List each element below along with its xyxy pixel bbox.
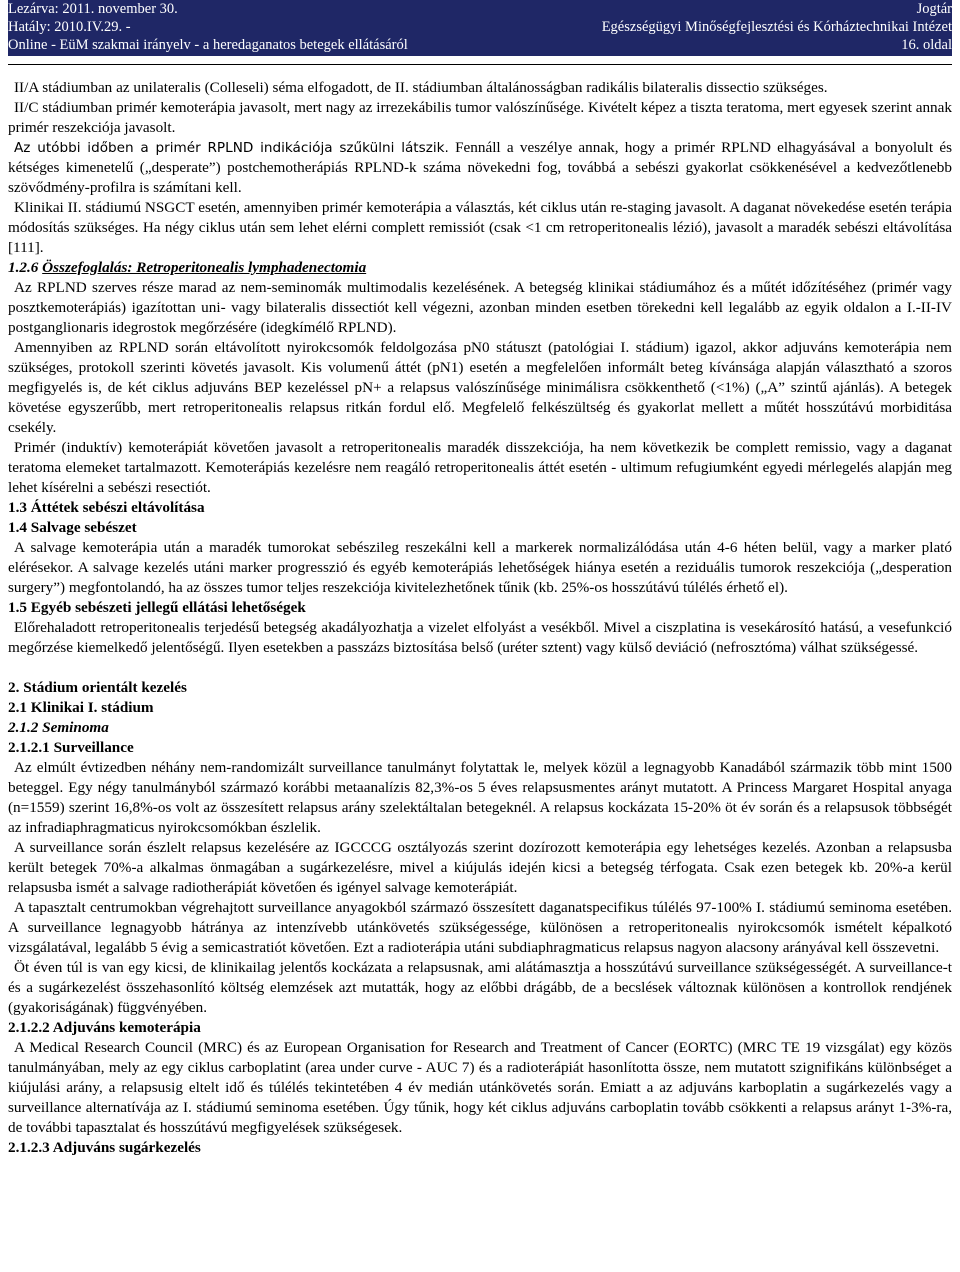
section-heading-1-2-6 <box>8 258 952 278</box>
effective-date: Hatály: 2010.IV.29. - <box>8 19 131 35</box>
institute-name: Egészségügyi Minőségfejlesztési és Kórháztechnikai Intézet <box>601 19 952 35</box>
paragraph-text: Fennáll a veszélye annak, hogy a primér RPLND elhagyásával a bonyolult és kétséges kimenetelű („desperate”) postchemotherápiás RPLND-k száma növekedni fog, továbbá a sebészi gyakorlat csökkenésével a kedvezőtlenebb szövődmény-profilra is számítani kell. <box>8 139 952 196</box>
paragraph: Amennyiben az RPLND során eltávolított nyirokcsomók feldolgozása pN0 státuszt (patológiai I. stádium) igazol, akkor adjuváns kemoterápia nem szükséges, protokoll szerinti követés javasolt. Kis volumenű áttét (pN1) esetén a megfelelően informált beteg kívánsága alapján választható a szoros megfigyelés is, de két ciklus adjuváns BEP kezeléssel pN+ a relapsus valószínűsége minimálisra csökkenthető (<1%) („A” szintű ajánlás). A betegek követése egyszerűbb, mert retroperitonealis relapsus ritkán fordul elő. Megfelelő felkészültség és gyakorlat mellett a műtét hosszútávú morbiditása csekély. <box>8 339 952 436</box>
paragraph: Klinikai II. stádiumú NSGCT esetén, amennyiben primér kemoterápia a választás, két ciklus után re-staging javasolt. A daganat növekedése esetén terápia módosítás szükséges. Ha négy ciklus után sem lehet elérni complett remissiót (csak <1 cm retroperitonealis lézió), javasolt a maradék sebészi eltávolítása [111]. <box>8 199 952 256</box>
section-heading-1-4: 1.4 Salvage sebészet <box>8 519 137 536</box>
heading-text: Összefoglalás: Retroperitonealis lymphadenectomia <box>42 259 367 276</box>
section-heading-2-1-2-3: 2.1.2.3 Adjuváns sugárkezelés <box>8 1139 201 1156</box>
spacer <box>8 658 952 678</box>
paragraph: Előrehaladott retroperitonealis terjedésű betegség akadályozhatja a vizelet elfolyást a vesékből. Mivel a ciszplatina is vesekárosító hatású, a vesefunkció megőrzése kiemelkedő jelentőségű. Ilyen esetekben a passzázs biztosítása belső (uréter sztent) vagy külső deviáció (nefrosztóma) válhat szükségessé. <box>8 619 952 656</box>
section-heading-2: 2. Stádium orientált kezelés <box>8 679 187 696</box>
paragraph: A surveillance során észlelt relapsus kezelésére az IGCCCG osztályozás szerint dozírozott kemoterápia egy lehetséges kezelés. Azonban a relapsusba került betegek 70%-a alkalmas önmagában a sugárkezelésre, mivel a kiújulás idején kicsi a betegség térfogata. Csak ezen betegek kb. 20%-a kerül relapsusba ismét a salvage radiotherápiát követően és igényel salvage kemoterápiát. <box>8 839 952 896</box>
document-body <box>8 78 952 1158</box>
paragraph: Az RPLND szerves része marad az nem-seminomák multimodalis kezelésének. A betegség klinikai stádiumához és a műtét időzítéséhez (primér vagy posztkemoterápiás) igazítottan uni- vagy bilateralis dissectiót kell végezni, azonban minden esetben törekedni kell legalább az egyik oldalon a I.-II-IV postganglionaris idegrostok megőrzésére (idegkímélő RPLND). <box>8 279 952 336</box>
paragraph: A Medical Research Council (MRC) és az European Organisation for Research and Treatment of Cancer (EORTC) (MRC TE 19 vizsgálat) egy közös tanulmányában, mely az egy ciklus carboplatint (area under curve - AUC 7) és a radioterápiát hasonlította össze, nem mutatott szignifikáns különbséget a kiújulási arány, a relapsusig eltelt idő és túlélés tekintetében 4 év medián utánkövetés során. Emiatt a az adjuváns karboplatin a sugárkezelés vagy a surveillance alternatívája az I. stádiumú seminoma esetében. Úgy tűnik, hogy két ciklus adjuváns carboplatin tovább csökkenti a relapsus arányt 1-3%-ra, de további tapasztalat és hosszútávú megfigyelések szükségesek. <box>8 1039 952 1136</box>
section-heading-2-1-2-1: 2.1.2.1 Surveillance <box>8 739 134 756</box>
section-heading-1-3: 1.3 Áttétek sebészi eltávolítása <box>8 499 205 516</box>
sans-sentence: Az utóbbi időben a primér RPLND indikációja szűkülni látszik. <box>14 140 449 156</box>
section-heading-2-1-2: 2.1.2 Seminoma <box>8 719 109 736</box>
page-number: 16. oldal <box>901 37 952 53</box>
paragraph: Öt éven túl is van egy kicsi, de klinikailag jelentős kockázata a relapsusnak, ami alátámasztja a hosszútávú surveillance szükségességét. A surveillance-t és a sugárkezelést összehasonlító költség elemzések azt mutatták, hogy az előbbi drágább, de a becslések változnak különösen a kontrollok rendjének (gyakoriságának) függvényében. <box>8 959 952 1016</box>
paragraph: A tapasztalt centrumokban végrehajtott surveillance anyagokból származó összesített daganatspecifikus túlélés 97-100% I. stádiumú seminoma esetében. A surveillance legnagyobb hátránya az intenzívebb utánkövetés szükségessége, különösen a retroperitonealis nyirokcsomók ismételt képalkotó vizsgálatával, legalább 5 évig a semicastratiót követően. Ezt a radioterápia utáni subdiaphragmaticus relapsus nagyon alacsony arányával kell összevetni. <box>8 899 952 956</box>
source-name: Jogtár <box>916 1 952 17</box>
closed-date: Lezárva: 2011. november 30. <box>8 1 178 17</box>
section-heading-1-5: 1.5 Egyéb sebészeti jellegű ellátási lehetőségek <box>8 599 306 616</box>
header-divider <box>8 64 952 65</box>
document-title: Online - EüM szakmai irányelv - a heredaganatos betegek ellátásáról <box>8 37 408 53</box>
section-heading-2-1-2-2: 2.1.2.2 Adjuváns kemoterápia <box>8 1019 201 1036</box>
heading-number: 1.2.6 <box>8 259 43 276</box>
section-heading-2-1: 2.1 Klinikai I. stádium <box>8 699 154 716</box>
header-right <box>602 0 952 54</box>
paragraph <box>8 138 952 198</box>
paragraph: II/A stádiumban az unilateralis (Colleseli) séma elfogadott, de II. stádiumban általánosságban radikális bilateralis dissectio szükséges. <box>14 79 828 96</box>
paragraph: II/C stádiumban primér kemoterápia javasolt, mert nagy az irrezekábilis tumor valószínűsége. Kivételt képez a tiszta teratoma, mert egyesek szerint annak primér reszekciója javasolt. <box>8 99 952 136</box>
paragraph: Az elmúlt évtizedben néhány nem-randomizált surveillance tanulmányt folytattak le, melyek közül a legnagyobb Kanadából származik több mint 1500 beteggel. Egy négy tanulmányból származó korábbi metaanalízis 82,3%-os 5 éves relapsusmentes arányt mutatott. A Princess Margaret Hospital anyaga (n=1559) szerint 16,8%-os volt az összesített relapsus arány szelektáltalan betegeknél. A relapsus kockázata 15-20% öt év során és a relapsusok többségét az infradiaphragmaticus nyirokcsomókban észlelik. <box>8 759 952 836</box>
paragraph: A salvage kemoterápia után a maradék tumorokat sebészileg reszekálni kell a markerek normalizálódása után 4-6 héten belül, vagy a marker plató elérésekor. A salvage kezelés utáni marker progresszió és egyéb kemoterápiás lehetőségek hiánya esetén a reziduális tumorok reszekciója („desperation surgery”) megfontolandó, ha az összes tumor teljes reszekciója kivitelezhetőnek tűnik (kb. 25%-os hosszútávú túlélés érhető el). <box>8 539 952 596</box>
header-left <box>8 0 408 54</box>
page-header <box>8 0 952 56</box>
paragraph: Primér (induktív) kemoterápiát követően javasolt a retroperitonealis maradék disszekciója, ha nem következik be complett remissio, vagy a daganat teratoma elemeket tartalmazott. Kemoterápiás kezelésre nem reagáló retroperitonealis áttét esetén - ultimum refugiumként egyedi mérlegelés alapján meg lehet kísérelni a sebészi resectiót. <box>8 439 952 496</box>
